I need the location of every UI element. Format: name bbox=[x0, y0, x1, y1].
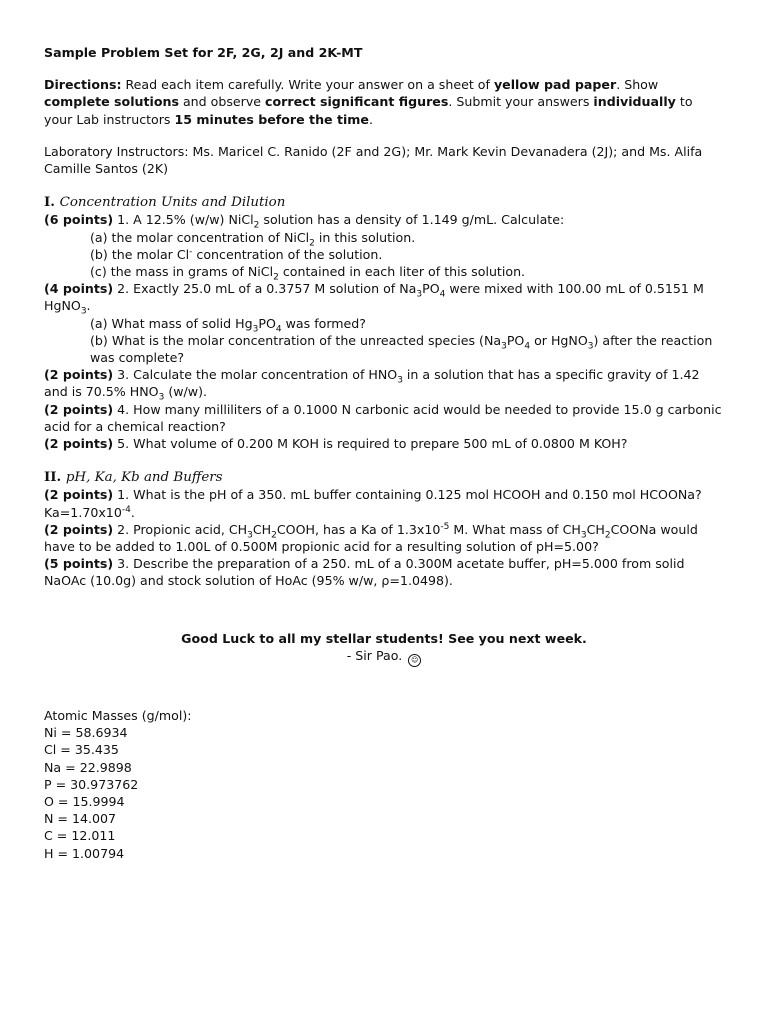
problem-1-2 bbox=[44, 280, 724, 317]
subscript: 3 bbox=[158, 392, 165, 403]
atomic-mass-item: N = 14.007 bbox=[44, 811, 117, 827]
problem-1-1 bbox=[44, 211, 724, 231]
problem-text: CH bbox=[252, 521, 272, 537]
problem-text: 3. Describe the preparation of a 250. mL of a 0.300M acetate buffer, pH=5.000 from solid NaOAc (10.0g) and stock solution of HoAc (95% w/w, ρ=1.0498). bbox=[44, 556, 685, 589]
subpart-text: in this solution. bbox=[314, 229, 416, 245]
superscript: -5 bbox=[440, 521, 450, 532]
problem-text: 3. Calculate the molar concentration of HNO bbox=[113, 367, 398, 383]
directions-emphasis: complete solutions bbox=[44, 94, 179, 110]
directions-text: . bbox=[368, 111, 373, 127]
problem-text: 4. How many milliliters of a 0.1000 N carbonic acid would be needed to provide 15.0 g carbonic acid for a chemical reaction? bbox=[44, 401, 722, 434]
subscript: 2 bbox=[273, 272, 279, 283]
subscript: 2 bbox=[604, 530, 611, 541]
subpart-text: (b) the molar Cl bbox=[90, 246, 190, 262]
directions-emphasis: yellow pad paper bbox=[493, 77, 617, 93]
problem-set-document bbox=[44, 44, 724, 862]
directions-emphasis: 15 minutes before the time bbox=[174, 111, 369, 127]
section-number: II. bbox=[44, 469, 66, 486]
subpart-text: (a) the molar concentration of NiCl bbox=[90, 229, 310, 245]
problem-2-2 bbox=[44, 521, 724, 555]
problem-text: . bbox=[86, 298, 91, 314]
subpart-a bbox=[44, 315, 724, 335]
subpart-text: (b) What is the molar concentration of the unreacted species (Na bbox=[90, 332, 502, 348]
points-label: (2 points) bbox=[44, 521, 114, 537]
smiley-face-icon: ☺ bbox=[408, 654, 421, 667]
subscript: 4 bbox=[439, 289, 446, 300]
subpart-text: ) after the reaction was complete? bbox=[90, 332, 713, 366]
problem-text: . bbox=[130, 504, 135, 520]
closing-message: Good Luck to all my stellar students! See you next week. bbox=[181, 630, 587, 646]
section-name: pH, Ka, Kb and Buffers bbox=[65, 470, 223, 486]
problem-text: 1. What is the pH of a 350. mL buffer containing 0.125 mol HCOOH and 0.150 mol HCOONa? Ka=1.70x10 bbox=[44, 487, 702, 520]
subscript: 2 bbox=[271, 530, 277, 541]
section-heading bbox=[44, 469, 724, 486]
signature-text: - Sir Pao. bbox=[346, 647, 403, 663]
subscript: 3 bbox=[397, 375, 403, 386]
signature-line bbox=[44, 647, 724, 667]
subscript: 3 bbox=[416, 289, 423, 300]
directions-label: Directions: bbox=[44, 77, 122, 93]
problem-text: were mixed with 100.00 mL of 0.5151 M HgNO bbox=[44, 281, 704, 314]
subscript: 4 bbox=[275, 324, 282, 335]
problem-text: 5. What volume of 0.200 M KOH is required to prepare 500 mL of 0.0800 M KOH? bbox=[113, 436, 628, 452]
subpart-text: (a) What mass of solid Hg bbox=[90, 315, 253, 331]
subscript: 2 bbox=[253, 220, 260, 231]
section-number: I. bbox=[44, 194, 60, 211]
atomic-masses-heading: Atomic Masses (g/mol): bbox=[44, 707, 192, 723]
subpart-c bbox=[44, 263, 724, 283]
subscript: 3 bbox=[501, 341, 507, 352]
section-heading bbox=[44, 194, 724, 211]
subpart-text: PO bbox=[258, 315, 276, 331]
directions-text: . Show bbox=[616, 77, 659, 93]
problem-text: 2. Propionic acid, CH bbox=[113, 521, 248, 537]
directions-emphasis: individually bbox=[593, 94, 676, 110]
atomic-mass-item: Ni = 58.6934 bbox=[44, 725, 128, 741]
instructors-paragraph: Laboratory Instructors: Ms. Maricel C. Ranido (2F and 2G); Mr. Mark Kevin Devanadera (2J); and Ms. Alifa Camille Santos (2K) bbox=[44, 143, 703, 177]
problem-text: (w/w). bbox=[164, 384, 207, 400]
atomic-masses-list bbox=[44, 707, 724, 862]
atomic-mass-item: O = 15.9994 bbox=[44, 793, 125, 809]
atomic-mass-item: Cl = 35.435 bbox=[44, 742, 119, 758]
directions-text: Read each item carefully. Write your answer on a sheet of bbox=[121, 77, 494, 93]
directions-text: to your Lab instructors bbox=[44, 94, 693, 127]
subscript: 3 bbox=[252, 324, 259, 335]
document-title: Sample Problem Set for 2F, 2G, 2J and 2K-MT bbox=[44, 45, 363, 60]
problem-1-5 bbox=[44, 435, 724, 452]
subscript: 4 bbox=[524, 341, 531, 352]
points-label: (2 points) bbox=[44, 367, 114, 383]
problem-2-1 bbox=[44, 486, 724, 520]
problem-text: CH bbox=[586, 521, 605, 537]
section-ph-buffers bbox=[44, 469, 724, 589]
directions-text: . Submit your answers bbox=[448, 94, 594, 110]
problem-text: 1. A 12.5% (w/w) NiCl bbox=[113, 212, 254, 228]
points-label: (5 points) bbox=[44, 556, 114, 572]
atomic-mass-item: Na = 22.9898 bbox=[44, 759, 132, 775]
subpart-text: PO bbox=[506, 332, 525, 348]
problem-text: in a solution that has a specific gravity of 1.42 and is 70.5% HNO bbox=[44, 367, 700, 400]
atomic-mass-item: C = 12.011 bbox=[44, 828, 116, 844]
subpart-text: concentration of the solution. bbox=[192, 246, 383, 262]
superscript: - bbox=[189, 246, 193, 257]
problem-text: PO bbox=[422, 281, 440, 297]
problem-1-4 bbox=[44, 401, 724, 435]
subscript: 3 bbox=[587, 341, 594, 352]
points-label: (6 points) bbox=[44, 212, 114, 228]
problem-text: COONa would have to be added to 1.00L of 0.500M propionic acid for a resulting solution of pH=5.00? bbox=[44, 521, 698, 555]
subpart-a bbox=[44, 229, 724, 249]
points-label: (2 points) bbox=[44, 401, 114, 417]
atomic-mass-item: P = 30.973762 bbox=[44, 776, 139, 792]
superscript: -4 bbox=[121, 504, 131, 515]
problem-2-3 bbox=[44, 555, 724, 589]
points-label: (2 points) bbox=[44, 487, 114, 503]
subpart-b bbox=[44, 332, 724, 366]
directions-emphasis: correct significant figures bbox=[265, 94, 449, 110]
subpart-text: contained in each liter of this solution. bbox=[278, 264, 526, 280]
subpart-text: was formed? bbox=[281, 315, 366, 331]
problem-text: solution has a density of 1.149 g/mL. Calculate: bbox=[259, 212, 565, 228]
subscript: 3 bbox=[247, 530, 253, 541]
section-concentration-units bbox=[44, 194, 724, 452]
subpart-text: (c) the mass in grams of NiCl bbox=[90, 264, 274, 280]
directions-text: and observe bbox=[178, 94, 266, 110]
subscript: 3 bbox=[80, 306, 87, 317]
points-label: (2 points) bbox=[44, 436, 114, 452]
problem-1-3 bbox=[44, 366, 724, 403]
points-label: (4 points) bbox=[44, 281, 114, 297]
problem-text: COOH, has a Ka of 1.3x10 bbox=[276, 521, 441, 537]
problem-text: M. What mass of CH bbox=[449, 521, 581, 537]
subpart-b bbox=[44, 246, 724, 263]
section-name: Concentration Units and Dilution bbox=[59, 195, 286, 211]
subscript: 2 bbox=[309, 238, 315, 249]
subpart-text: or HgNO bbox=[530, 332, 588, 348]
directions-paragraph bbox=[44, 76, 724, 128]
subscript: 3 bbox=[580, 530, 587, 541]
atomic-mass-item: H = 1.00794 bbox=[44, 845, 125, 861]
problem-text: 2. Exactly 25.0 mL of a 0.3757 M solution of Na bbox=[113, 281, 417, 297]
